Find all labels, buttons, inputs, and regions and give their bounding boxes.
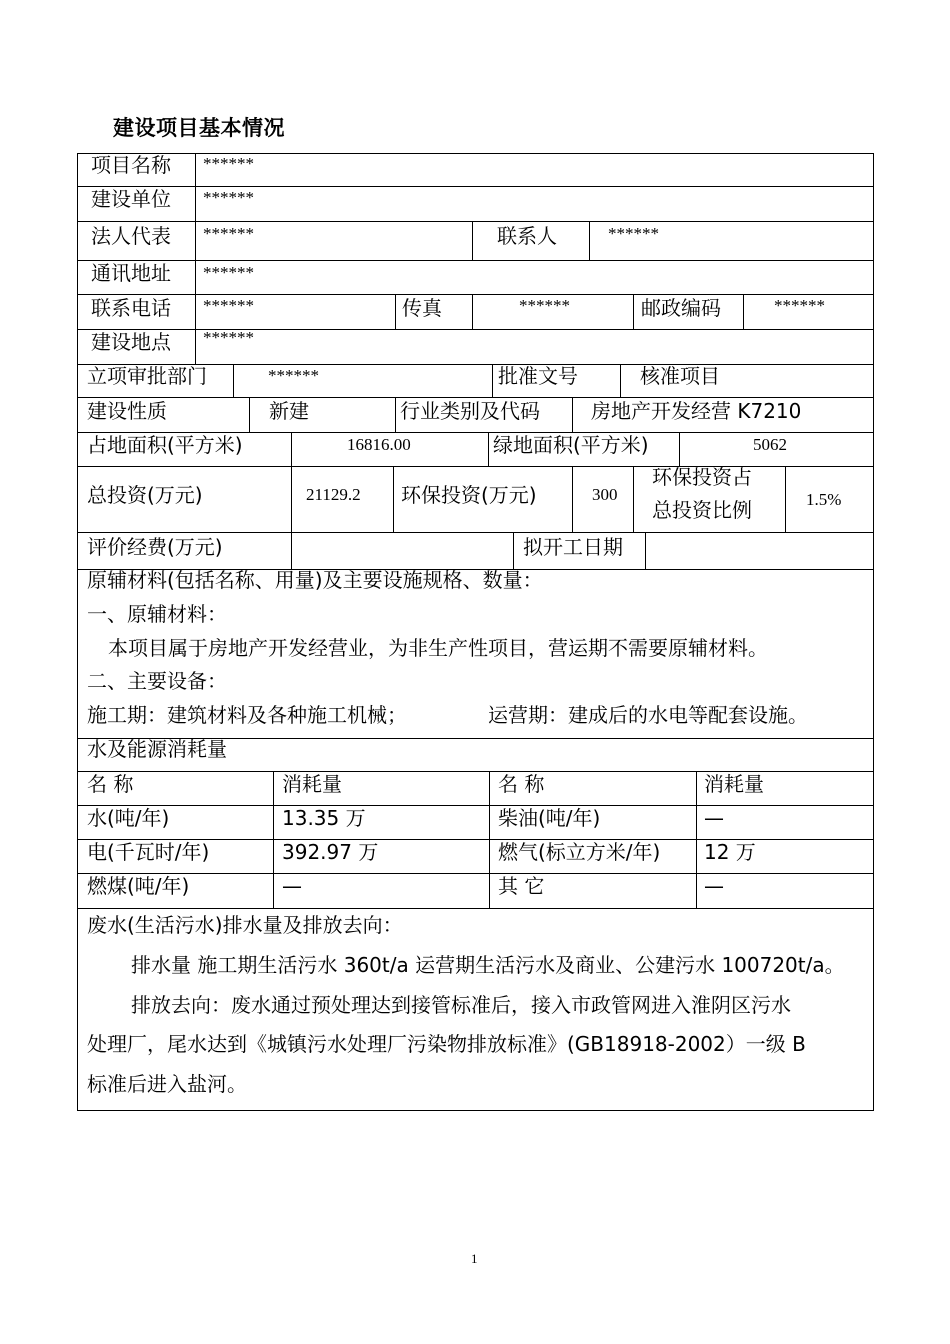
materials-text2b: 运营期：建成后的水电等配套设施。 bbox=[488, 703, 808, 727]
energy-row-value: 13.35 万 bbox=[282, 806, 366, 830]
investment-label: 总投资(万元) bbox=[87, 483, 203, 507]
energy-col-name-2: 名 称 bbox=[498, 772, 545, 796]
col-divider bbox=[233, 364, 234, 397]
energy-row-name: 燃气(标立方米/年) bbox=[498, 840, 661, 864]
fax-label: 传真 bbox=[402, 296, 442, 320]
col-divider bbox=[492, 364, 493, 397]
unit-label: 建设单位 bbox=[91, 187, 171, 211]
address-label: 通讯地址 bbox=[91, 261, 171, 285]
section-title: 建设项目基本情况 bbox=[113, 116, 285, 140]
col-divider bbox=[195, 153, 196, 364]
energy-col-use-2: 消耗量 bbox=[704, 772, 764, 796]
energy-heading: 水及能源消耗量 bbox=[87, 737, 227, 761]
phone-label: 联系电话 bbox=[91, 296, 171, 320]
col-divider bbox=[395, 294, 396, 329]
row-divider bbox=[77, 329, 873, 330]
row-divider bbox=[77, 221, 873, 222]
col-divider bbox=[395, 397, 396, 432]
row-divider bbox=[77, 397, 873, 398]
ratio-label-line2: 总投资比例 bbox=[652, 498, 752, 522]
ratio-value: 1.5% bbox=[806, 490, 842, 509]
col-divider bbox=[472, 221, 473, 260]
energy-col-name-1: 名 称 bbox=[87, 772, 134, 796]
unit-value: ****** bbox=[203, 188, 254, 207]
col-divider bbox=[513, 532, 514, 569]
address-value: ****** bbox=[203, 263, 254, 282]
green-area-label: 绿地面积(平方米) bbox=[493, 433, 649, 457]
col-divider bbox=[633, 294, 634, 329]
green-area-value: 5062 bbox=[753, 435, 787, 454]
materials-text1: 本项目属于房地产开发经营业，为非生产性项目，营运期不需要原辅材料。 bbox=[108, 636, 768, 660]
legal-rep-label: 法人代表 bbox=[91, 224, 171, 248]
approval-dept-value: ****** bbox=[268, 366, 319, 385]
energy-row-value: — bbox=[704, 806, 724, 830]
energy-row-value: 12 万 bbox=[704, 840, 756, 864]
wastewater-heading: 废水(生活污水)排水量及排放去向： bbox=[87, 913, 403, 937]
energy-row-name: 柴油(吨/年) bbox=[498, 806, 601, 830]
materials-text2a: 施工期：建筑材料及各种施工机械； bbox=[87, 703, 407, 727]
contact-label: 联系人 bbox=[497, 224, 557, 248]
row-divider bbox=[77, 260, 873, 261]
ratio-label-line1: 环保投资占 bbox=[652, 465, 752, 489]
materials-sub2: 二、主要设备： bbox=[87, 669, 227, 693]
wastewater-line2: 排放去向：废水通过预处理达到接管标准后，接入市政管网进入淮阴区污水 bbox=[131, 993, 791, 1017]
col-divider bbox=[472, 294, 473, 329]
col-divider bbox=[249, 397, 250, 432]
phone-value: ****** bbox=[203, 296, 254, 315]
energy-row-name: 其 它 bbox=[498, 874, 545, 898]
row-divider bbox=[77, 466, 873, 467]
project-name-value: ****** bbox=[203, 154, 254, 173]
materials-sub1: 一、原辅材料： bbox=[87, 602, 227, 626]
wastewater-line1: 排水量 施工期生活污水 360t/a 运营期生活污水及商业、公建污水 100720t/a。 bbox=[131, 953, 845, 977]
postal-value: ****** bbox=[774, 296, 825, 315]
site-value: ****** bbox=[203, 328, 254, 347]
col-divider bbox=[572, 397, 573, 432]
project-name-label: 项目名称 bbox=[91, 153, 171, 177]
site-label: 建设地点 bbox=[91, 330, 171, 354]
start-date-label: 拟开工日期 bbox=[523, 535, 623, 559]
row-divider bbox=[77, 908, 873, 909]
industry-label: 行业类别及代码 bbox=[400, 399, 540, 423]
postal-label: 邮政编码 bbox=[641, 296, 721, 320]
col-divider bbox=[291, 532, 292, 569]
row-divider bbox=[77, 186, 873, 187]
col-divider bbox=[273, 771, 274, 908]
industry-value: 房地产开发经营 K7210 bbox=[591, 399, 802, 423]
col-divider bbox=[488, 432, 489, 466]
approval-doc-value: 核准项目 bbox=[640, 364, 720, 388]
col-divider bbox=[589, 221, 590, 260]
legal-rep-value: ****** bbox=[203, 224, 254, 243]
fax-value: ****** bbox=[519, 296, 570, 315]
energy-row-value: 392.97 万 bbox=[282, 840, 379, 864]
col-divider bbox=[291, 432, 292, 466]
col-divider bbox=[393, 466, 394, 532]
row-divider bbox=[77, 294, 873, 295]
row-divider bbox=[77, 532, 873, 533]
investment-value: 21129.2 bbox=[306, 485, 361, 504]
env-investment-value: 300 bbox=[592, 485, 618, 504]
materials-heading: 原辅材料(包括名称、用量)及主要设施规格、数量： bbox=[87, 568, 543, 592]
project-info-table bbox=[77, 153, 874, 1111]
eval-fee-label: 评价经费(万元) bbox=[87, 535, 223, 559]
col-divider bbox=[696, 771, 697, 908]
col-divider bbox=[291, 466, 292, 532]
row-divider bbox=[77, 873, 873, 874]
energy-row-name: 电(千瓦时/年) bbox=[87, 840, 210, 864]
area-label: 占地面积(平方米) bbox=[87, 433, 243, 457]
col-divider bbox=[645, 532, 646, 569]
page-number: 1 bbox=[471, 1251, 478, 1266]
col-divider bbox=[743, 294, 744, 329]
env-investment-label: 环保投资(万元) bbox=[401, 483, 537, 507]
nature-label: 建设性质 bbox=[87, 399, 167, 423]
contact-value: ****** bbox=[608, 224, 659, 243]
approval-dept-label: 立项审批部门 bbox=[87, 364, 207, 388]
energy-row-name: 燃煤(吨/年) bbox=[87, 874, 190, 898]
col-divider bbox=[489, 771, 490, 908]
col-divider bbox=[620, 364, 621, 397]
energy-row-value: — bbox=[282, 874, 302, 898]
col-divider bbox=[633, 466, 634, 532]
row-divider bbox=[77, 805, 873, 806]
wastewater-line4: 标准后进入盐河。 bbox=[87, 1072, 247, 1096]
nature-value: 新建 bbox=[269, 399, 309, 423]
approval-doc-label: 批准文号 bbox=[498, 364, 578, 388]
energy-row-value: — bbox=[704, 874, 724, 898]
col-divider bbox=[572, 466, 573, 532]
col-divider bbox=[679, 432, 680, 466]
energy-row-name: 水(吨/年) bbox=[87, 806, 170, 830]
col-divider bbox=[785, 466, 786, 532]
wastewater-line3: 处理厂，尾水达到《城镇污水处理厂污染物排放标准》(GB18918-2002）一级 B bbox=[87, 1032, 806, 1056]
energy-col-use-1: 消耗量 bbox=[282, 772, 342, 796]
area-value: 16816.00 bbox=[347, 435, 411, 454]
